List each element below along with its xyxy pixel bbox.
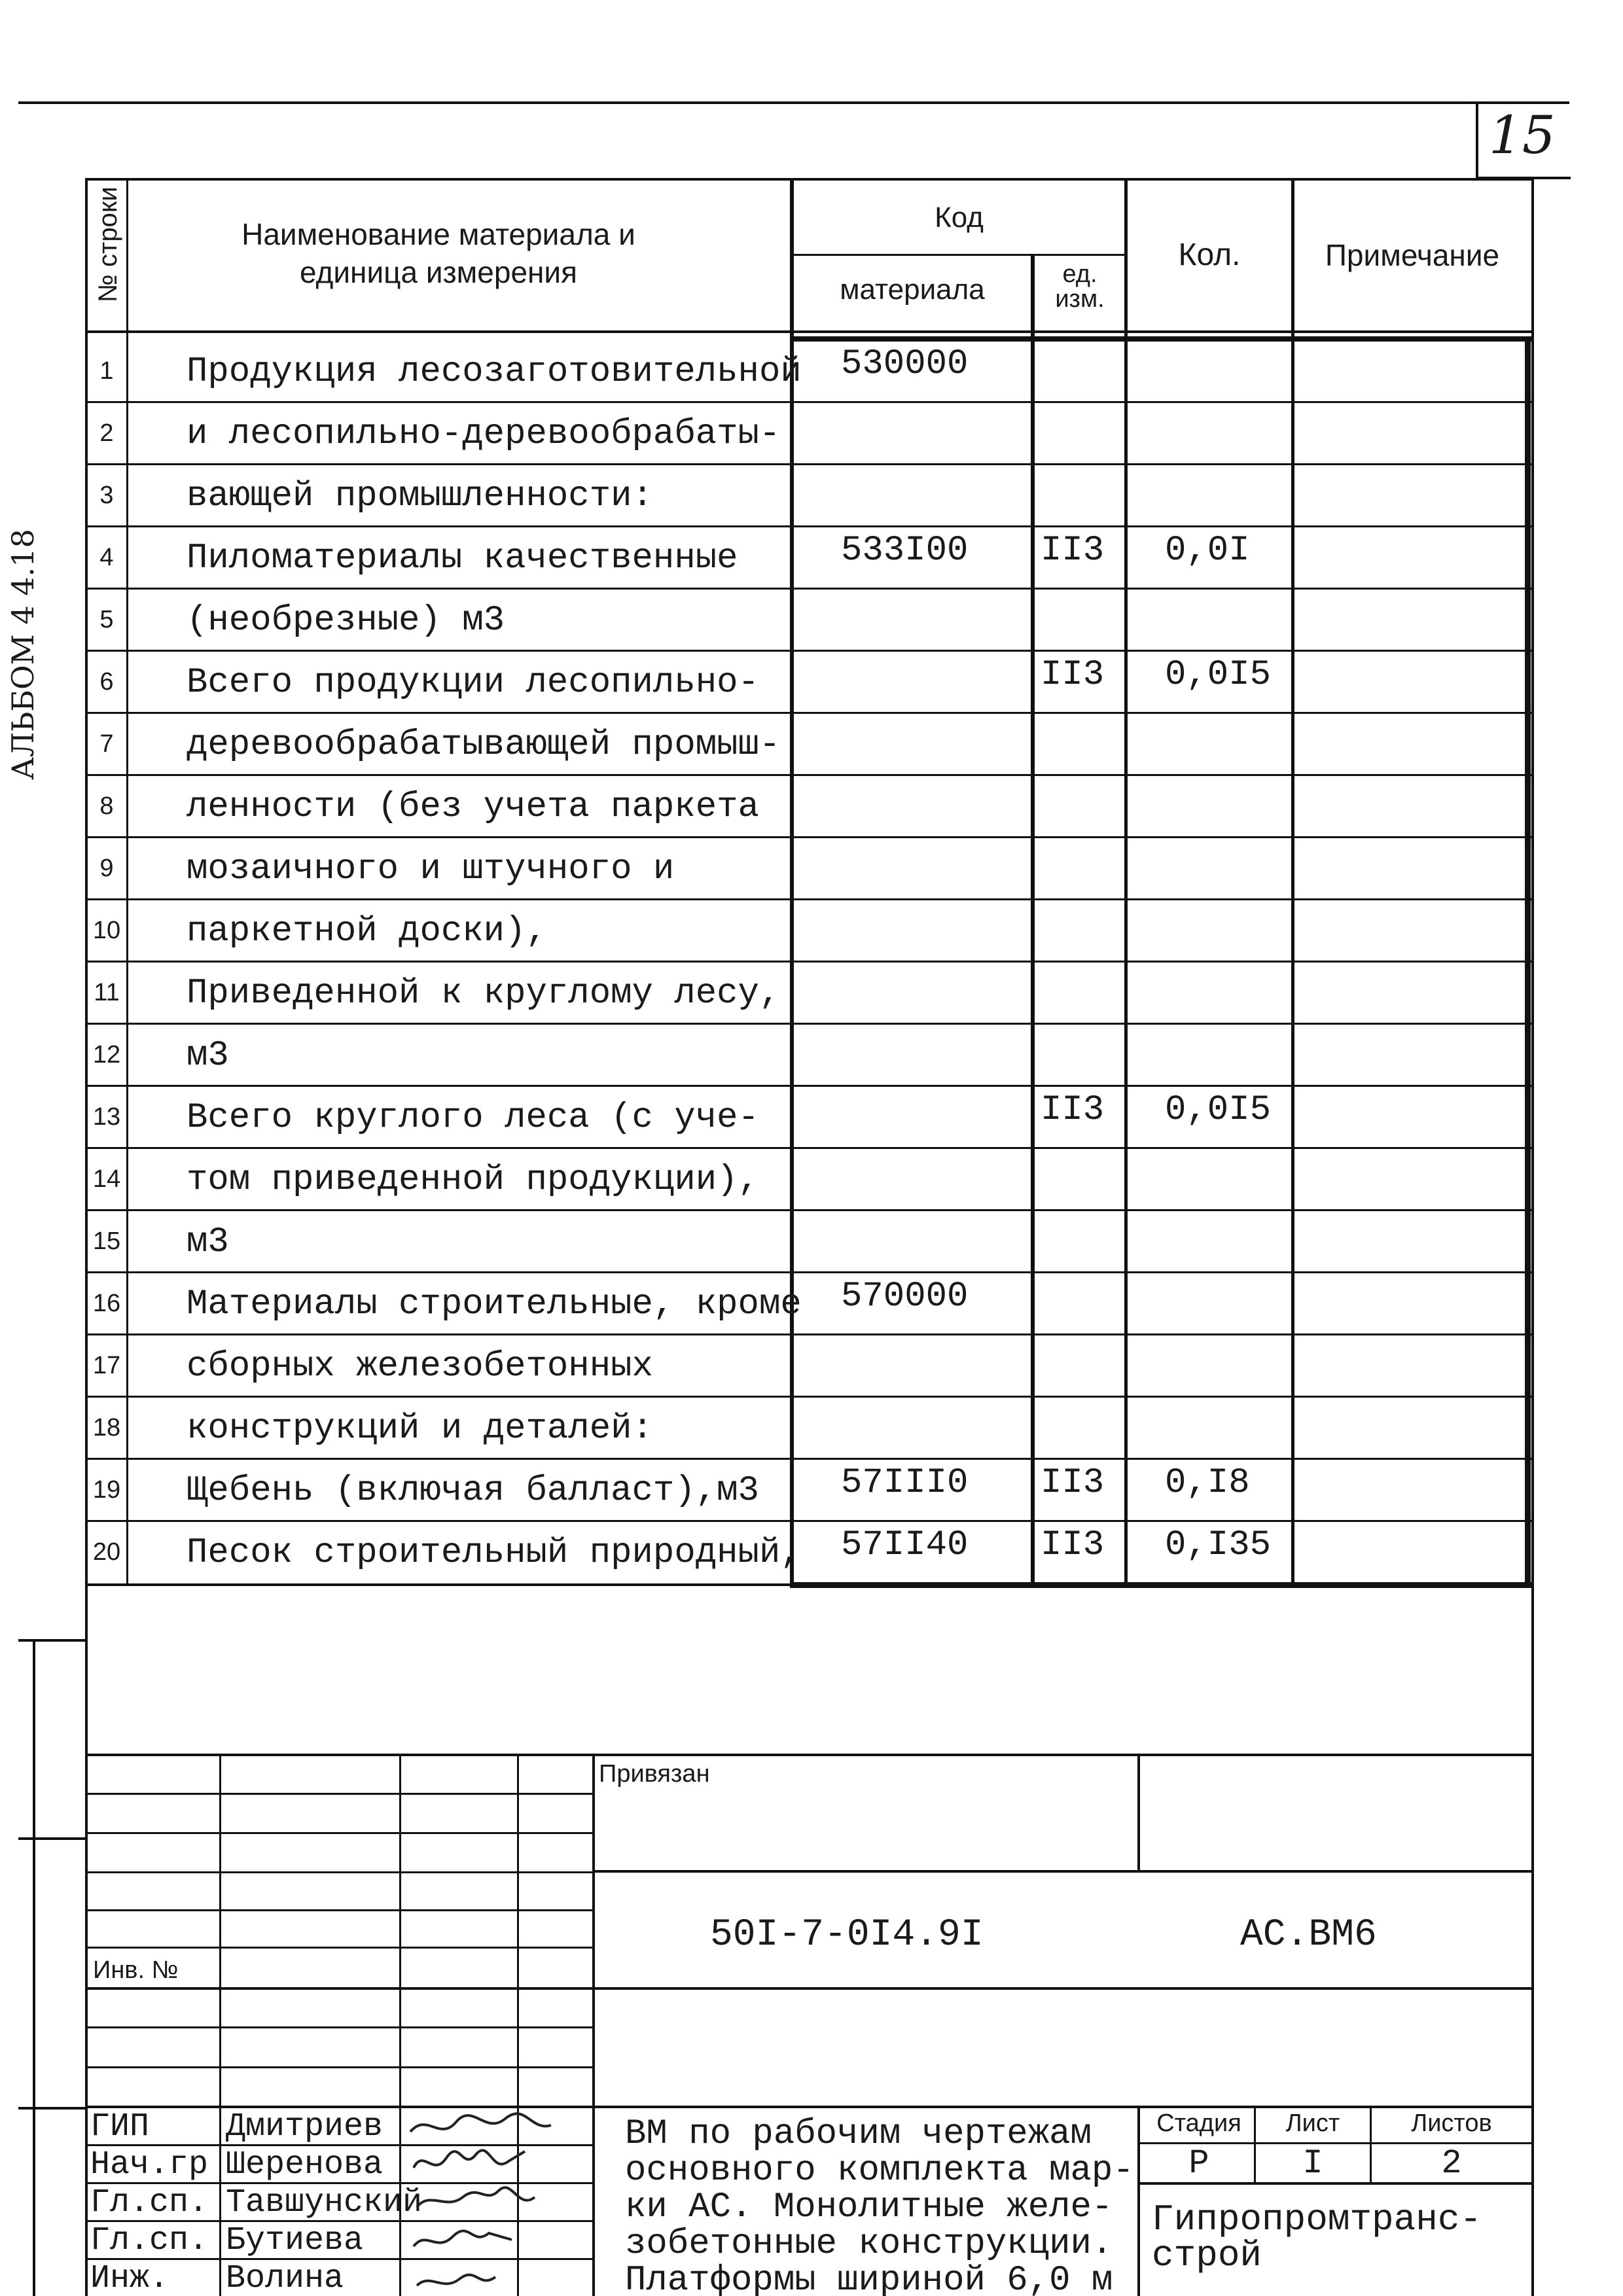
stamp-col-1	[219, 1754, 221, 2296]
sheet-label: Лист	[1285, 2110, 1340, 2137]
signer-name: Волина	[226, 2260, 344, 2296]
organization-line-1: Гипропромтранс-	[1152, 2199, 1482, 2240]
stamp-row-inv	[85, 1987, 1531, 1990]
quantity: 0,I35	[1165, 1525, 1272, 1565]
table-row	[0, 1458, 1623, 1520]
stamp-left-row-2	[85, 1832, 592, 1834]
table-row	[0, 836, 1623, 898]
body-bottom-left	[85, 1583, 792, 1586]
material-code: 57III0	[841, 1463, 969, 1503]
row-number: 6	[99, 668, 114, 696]
material-name: Продукция лесозаготовительной	[187, 352, 802, 392]
table-row	[0, 1333, 1623, 1396]
stamp-col-4	[592, 1754, 595, 2296]
table-row	[0, 898, 1623, 961]
material-name: мозаичного и штучного и	[187, 849, 675, 889]
signer-role: ГИП	[90, 2108, 150, 2146]
document-code: 50I-7-0I4.9I	[710, 1914, 984, 1956]
header-code: Код	[935, 202, 984, 234]
stage-value: Р	[1188, 2144, 1209, 2183]
material-name: паркетной доски),	[187, 911, 547, 951]
document-title-line: Платформы шириной 6,0 м	[625, 2261, 1113, 2296]
material-name: Материалы строительные, кроме	[187, 1284, 802, 1324]
table-row	[0, 1209, 1623, 1271]
sheets-label: Листов	[1411, 2110, 1492, 2137]
unit-code: II3	[1041, 1090, 1105, 1130]
signer-name: Бутиева	[226, 2222, 364, 2259]
row-number: 18	[92, 1414, 121, 1441]
page-number-frame	[1476, 101, 1478, 180]
quantity: 0,0I5	[1165, 655, 1272, 695]
margin-strip-line-1	[18, 1639, 87, 1642]
table-row	[0, 1271, 1623, 1333]
margin-strip-line-2	[18, 1837, 87, 1840]
quantity: 0,0I5	[1165, 1090, 1272, 1130]
table-row	[0, 401, 1623, 463]
margin-strip-line-3	[18, 2107, 87, 2110]
table-row	[0, 961, 1623, 1023]
table-row	[0, 1023, 1623, 1085]
material-code: 533I00	[841, 531, 969, 571]
material-name: том приведенной продукции),	[187, 1160, 759, 1200]
table-row	[0, 339, 1623, 401]
unit-code: II3	[1041, 655, 1105, 695]
material-code: 530000	[841, 344, 969, 384]
document-title-line: ВМ по рабочим чертежам	[625, 2114, 1092, 2154]
stamp-top-line	[85, 1754, 1531, 1756]
table-row	[0, 774, 1623, 836]
row-number: 1	[99, 357, 114, 385]
row-number: 2	[99, 419, 114, 447]
material-code: 570000	[841, 1277, 969, 1316]
row-number: 16	[92, 1290, 121, 1317]
document-title-line: ки АС. Монолитные желе-	[625, 2187, 1113, 2227]
row-number: 14	[92, 1165, 121, 1193]
unit-code: II3	[1041, 531, 1105, 571]
document-title	[625, 2114, 1134, 2296]
material-name: Песок строительный природный,	[187, 1533, 802, 1573]
stamp-right-row-1	[592, 1870, 1531, 1873]
stamp-left-row-6	[85, 2026, 592, 2028]
page-number: 15	[1489, 105, 1556, 166]
header-row-number: № строки	[94, 186, 122, 302]
material-code: 57II40	[841, 1525, 969, 1565]
organization-line-2: строй	[1152, 2234, 1262, 2276]
material-name: м3	[187, 1036, 229, 1076]
stamp-left-row-1	[85, 1793, 592, 1795]
row-number: 3	[99, 482, 114, 509]
material-name: Щебень (включая балласт),м3	[187, 1471, 759, 1511]
material-name: (необрезные) м3	[187, 601, 505, 641]
material-name: Всего круглого леса (с уче-	[187, 1098, 759, 1138]
table-row	[0, 1520, 1623, 1582]
unit-code: II3	[1041, 1525, 1105, 1565]
row-number: 10	[92, 917, 121, 944]
row-number: 13	[92, 1103, 121, 1131]
table-row	[0, 712, 1623, 774]
row-number: 12	[92, 1041, 121, 1069]
stamp-right-col-privyazan	[1137, 1754, 1140, 1871]
quantity: 0,I8	[1165, 1463, 1250, 1503]
header-material: материала	[840, 274, 985, 306]
row-number: 20	[92, 1538, 121, 1566]
margin-strip-vertical	[33, 1639, 35, 2296]
album-note: АЛЬБОМ 4 4.18	[5, 529, 41, 780]
signatures-graphic	[401, 2106, 590, 2296]
signer-name: Шеренова	[226, 2146, 383, 2183]
table-row	[0, 525, 1623, 588]
stage-label: Стадия	[1156, 2110, 1241, 2137]
signer-role: Нач.гр	[90, 2146, 209, 2183]
material-name: конструкций и деталей:	[187, 1409, 653, 1449]
table-top-border	[85, 178, 1531, 181]
header-qty: Кол.	[1178, 238, 1241, 272]
table-row	[0, 1396, 1623, 1458]
row-number: 4	[99, 544, 114, 571]
signer-name: Дмитриев	[226, 2108, 383, 2146]
stamp-left-row-5	[85, 1947, 592, 1949]
sheet-value: I	[1302, 2144, 1323, 2183]
material-name: сборных железобетонных	[187, 1347, 653, 1386]
material-name: Приведенной к круглому лесу,	[187, 974, 781, 1014]
stamp-left-row-7	[85, 2066, 592, 2068]
header-name: Наименование материала и единица измерения	[241, 217, 635, 289]
material-name: ленности (без учета паркета	[187, 787, 759, 827]
row-number: 5	[99, 606, 114, 633]
stamp-left-row-4	[85, 1909, 592, 1911]
header-bottom-border	[85, 330, 1531, 333]
stamp-right-col-stage	[1137, 2106, 1140, 2296]
signer-role: Гл.сп.	[90, 2222, 209, 2259]
signer-role: Инж.	[90, 2260, 169, 2296]
privyazan-label: Привязан	[599, 1760, 710, 1788]
row-number: 8	[99, 792, 114, 820]
document-title-line: зобетонные конструкции.	[625, 2224, 1113, 2264]
sheet-code: АС.ВМ6	[1240, 1914, 1377, 1956]
stamp-left-row-3	[85, 1871, 592, 1873]
inventory-number-label: Инв. №	[93, 1956, 179, 1984]
document-title-line: основного комплекта мар-	[625, 2151, 1134, 2191]
material-name: деревообрабатывающей промыш-	[187, 725, 781, 765]
row-number: 9	[99, 855, 114, 882]
row-number: 19	[92, 1476, 121, 1504]
material-name: вающей промышленности:	[187, 476, 653, 516]
sheets-value: 2	[1441, 2144, 1462, 2183]
material-name: м3	[187, 1222, 229, 1262]
quantity: 0,0I	[1165, 531, 1250, 571]
top-rule	[18, 101, 1569, 104]
table-row	[0, 1147, 1623, 1209]
row-number: 17	[92, 1352, 121, 1379]
row-number: 15	[92, 1227, 121, 1255]
signer-role: Гл.сп.	[90, 2184, 209, 2221]
table-row	[0, 463, 1623, 525]
material-name: Пиломатериалы качественные	[187, 539, 738, 578]
signer-name: Тавшунский	[226, 2184, 423, 2221]
body-thick-bottom	[790, 1582, 1531, 1588]
material-name: Всего продукции лесопильно-	[187, 663, 759, 703]
material-name: и лесопильно-деревообрабаты-	[187, 414, 781, 454]
header-code-divider	[790, 254, 1125, 256]
row-number: 7	[99, 730, 114, 758]
header-unit: ед. изм.	[1055, 260, 1105, 313]
table-row	[0, 588, 1623, 650]
header-note: Примечание	[1325, 238, 1500, 272]
unit-code: II3	[1041, 1463, 1105, 1503]
table-row	[0, 650, 1623, 712]
table-row	[0, 1085, 1623, 1147]
row-number: 11	[94, 979, 120, 1006]
